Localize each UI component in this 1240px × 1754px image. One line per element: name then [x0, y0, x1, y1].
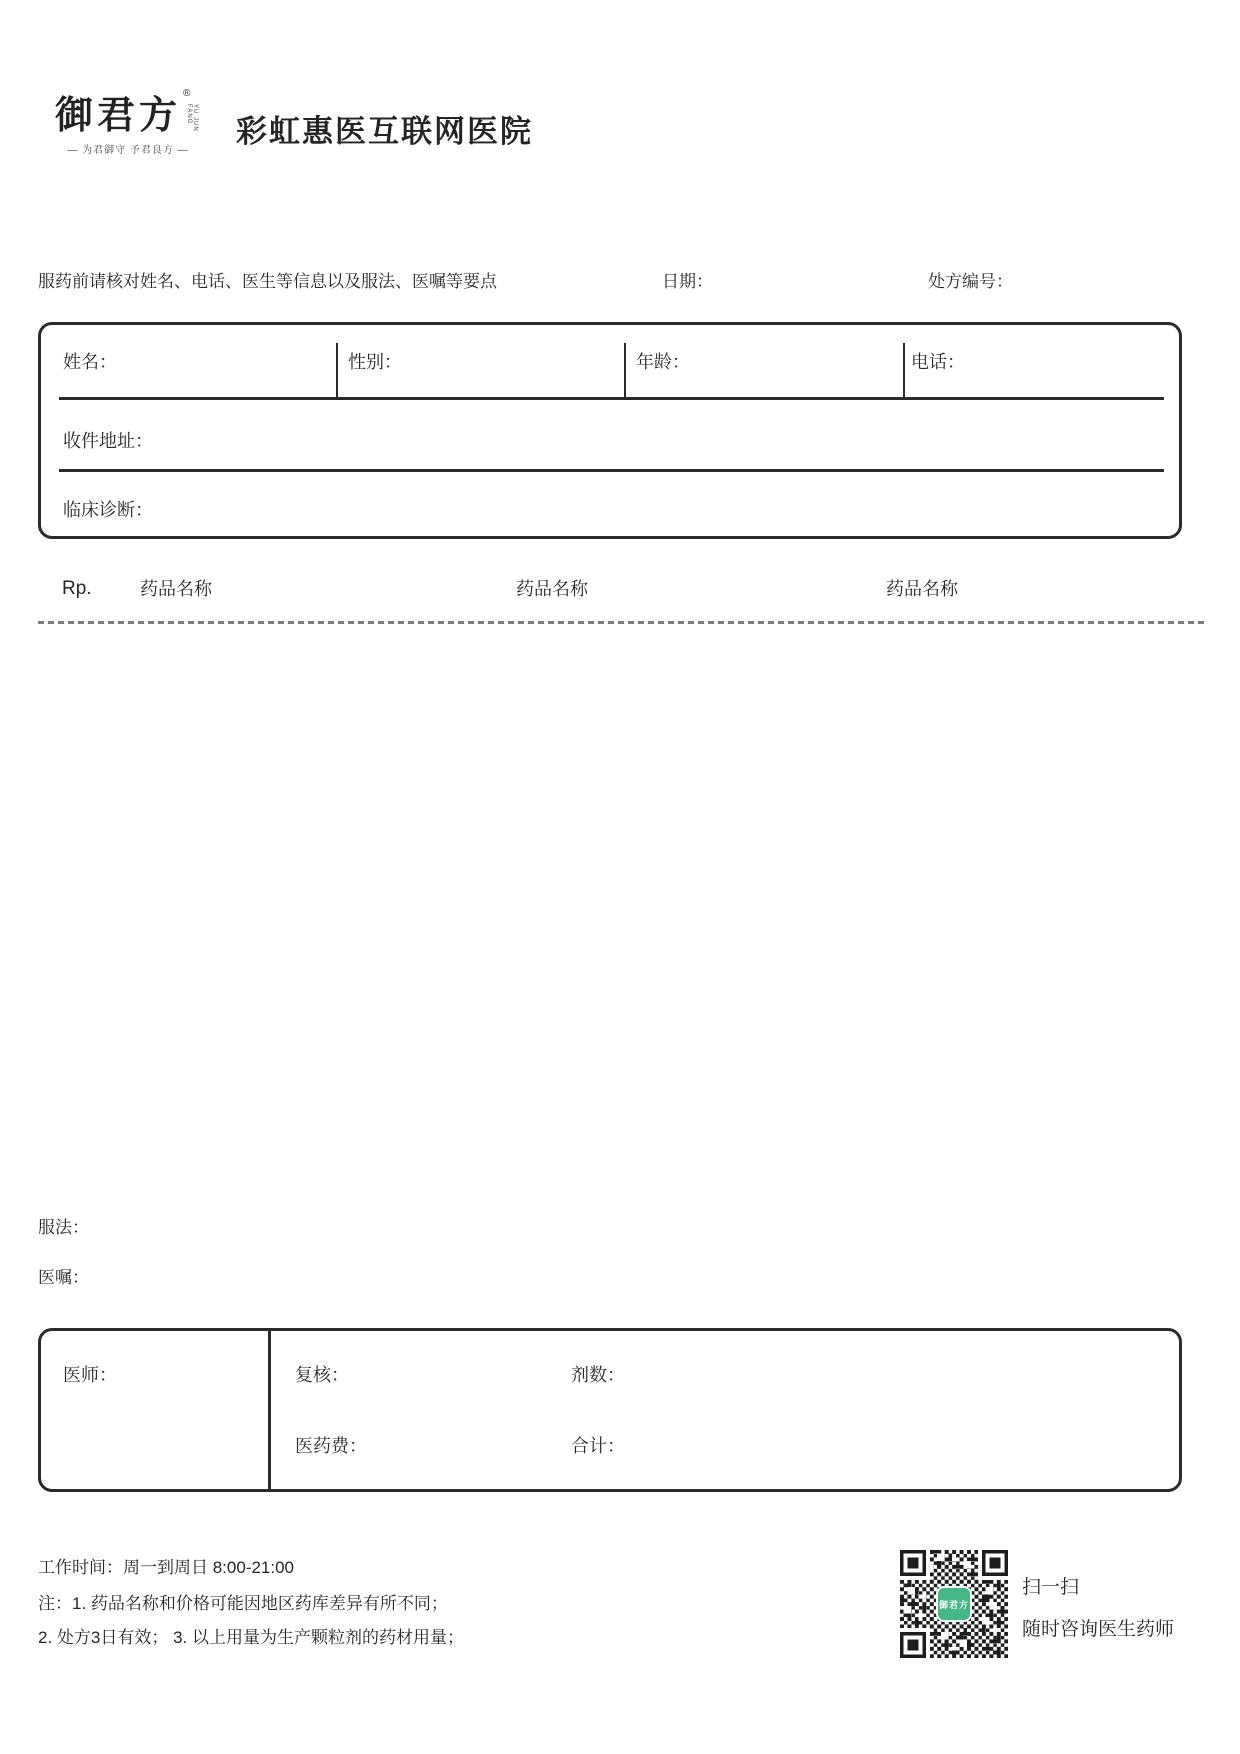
brand-block	[55, 88, 205, 156]
doses-label: 剂数：	[571, 1365, 625, 1385]
registered-trademark-icon: ®	[183, 88, 191, 99]
drug-name-column-header: 药品名称	[886, 579, 958, 599]
drug-name-column-header: 药品名称	[140, 579, 212, 599]
note-line-1: 注：1. 药品名称和价格可能因地区药库差异有所不同；	[38, 1594, 448, 1613]
medicine-fee-label: 医药费：	[295, 1436, 367, 1456]
patient-name-label: 姓名：	[63, 352, 117, 372]
working-hours: 工作时间：周一到周日 8:00-21:00	[38, 1558, 295, 1577]
clinical-diagnosis-label: 临床诊断：	[63, 500, 153, 520]
prescription-items-area	[38, 630, 1182, 1200]
consult-label: 随时咨询医生药师	[1022, 1619, 1175, 1640]
field-separator	[624, 343, 626, 399]
total-label: 合计：	[571, 1436, 625, 1456]
field-separator	[903, 343, 905, 399]
usage-method-label: 服法：	[38, 1218, 89, 1237]
field-separator	[336, 343, 338, 399]
physician-label: 医师：	[63, 1365, 117, 1385]
date-label: 日期：	[662, 272, 713, 291]
patient-phone-label: 电话：	[911, 352, 965, 372]
brand-tagline: — 为君御守 予君良方 —	[67, 145, 189, 156]
brand-logo-text: 御君方	[55, 92, 182, 137]
signoff-divider	[268, 1331, 271, 1489]
rp-label: Rp.	[62, 578, 92, 599]
scan-label: 扫一扫	[1022, 1577, 1080, 1598]
patient-info-box	[38, 322, 1182, 539]
hospital-name: 彩虹惠医互联网医院	[236, 114, 533, 149]
rx-number-label: 处方编号：	[928, 272, 1013, 291]
qr-center-logo: 御君方	[936, 1586, 972, 1622]
drug-name-column-header: 药品名称	[516, 579, 588, 599]
row-divider	[59, 469, 1164, 472]
reviewer-label: 复核：	[295, 1365, 349, 1385]
patient-gender-label: 性别：	[348, 352, 402, 372]
brand-logo	[55, 88, 198, 138]
patient-age-label: 年龄：	[636, 352, 690, 372]
shipping-address-label: 收件地址：	[63, 431, 153, 451]
verify-notice: 服药前请核对姓名、电话、医生等信息以及服法、医嘱等要点	[38, 272, 497, 291]
dashed-divider	[38, 621, 1205, 624]
note-line-2: 2. 处方3日有效； 3. 以上用量为生产颗粒剂的药材用量；	[38, 1628, 464, 1647]
row-divider	[59, 397, 1164, 400]
signoff-box	[38, 1328, 1182, 1492]
brand-logo-latin: YU JUN FANG	[186, 104, 198, 132]
doctor-advice-label: 医嘱：	[38, 1268, 89, 1287]
qr-code	[900, 1550, 1008, 1658]
